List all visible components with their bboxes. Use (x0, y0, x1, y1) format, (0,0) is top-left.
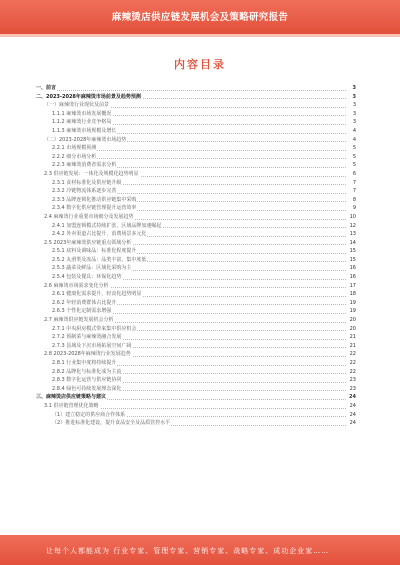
toc-entry[interactable] (36, 264, 356, 273)
toc-entry-text: 2.6.2 年轻消费群体占比提升 (52, 299, 117, 306)
toc-entry[interactable] (36, 316, 356, 325)
report-title: 麻辣烫店供应链发展机会及策略研究报告 (111, 12, 289, 23)
toc-entry-text: 2.5.2 丸滑类及冻品：品类丰富，集中度低 (52, 256, 147, 263)
toc-page-number: 21 (349, 342, 356, 349)
toc-page-number: 4 (352, 136, 356, 143)
toc-page-number: 5 (352, 145, 356, 152)
toc-entry[interactable] (36, 359, 356, 368)
toc-entry[interactable] (36, 118, 356, 127)
toc-entry-text: 2.6.3 个性化定制需求增强 (52, 308, 112, 315)
toc-page-number: 24 (349, 402, 356, 409)
toc-entry-text: 2.6.1 健康化需求提升，轻食化趋势明显 (52, 291, 142, 298)
toc-entry-text: 2.3.3 品牌连锁化推动供应链集中采购 (52, 196, 137, 203)
toc-entry[interactable] (36, 393, 356, 402)
toc-entry-text: 3.1 供应链管理优化策略 (44, 402, 99, 409)
toc-entry-text: 2.5.4 包装及餐具：环保化趋势 (52, 274, 122, 281)
toc-page-number: 10 (349, 213, 356, 220)
toc-page-number: 19 (349, 299, 356, 306)
toc-entry[interactable] (36, 239, 356, 248)
header-bar (0, 0, 400, 34)
toc-entry[interactable] (36, 84, 356, 93)
toc-entry[interactable] (36, 307, 356, 316)
toc-page-number: 21 (349, 334, 356, 341)
toc-page-number: 20 (349, 325, 356, 332)
toc-page-number: 16 (349, 265, 356, 272)
toc-page-number: 23 (349, 385, 356, 392)
toc-page-number: 5 (352, 153, 356, 160)
toc-entry[interactable] (36, 376, 356, 385)
toc-entry-text: 2.8.4 绿色可持续发展理念深化 (52, 385, 122, 392)
footer-bar (0, 535, 400, 565)
toc-page-number: 4 (352, 127, 356, 134)
toc-entry-text: （2）推进标准化建设，提升食品安全及品质管控水平 (52, 420, 171, 427)
toc-entry-text: 1.1.1 麻辣烫市场发展概况 (52, 110, 112, 117)
toc-page-number: 7 (352, 179, 356, 186)
toc-entry-text: 2.2.1 市场规模预测 (52, 145, 97, 152)
toc-entry[interactable] (36, 204, 356, 213)
toc-entry-text: 2.8.3 数字化运营与供应链协同 (52, 377, 122, 384)
toc-entry[interactable] (36, 196, 356, 205)
toc-entry[interactable] (36, 179, 356, 188)
toc-entry[interactable] (36, 230, 356, 239)
toc-entry[interactable] (36, 325, 356, 334)
toc-page-number: 3 (352, 110, 356, 117)
header-stripe (0, 34, 400, 37)
toc-entry[interactable] (36, 385, 356, 394)
toc-entry-text: （二）2023-2028年麻辣烫市场趋势 (44, 136, 127, 143)
toc-entry[interactable] (36, 213, 356, 222)
toc-page-number: 9 (352, 205, 356, 212)
toc-entry-text: 2.8 2023-2028年麻辣烫行业发展趋势 (44, 351, 131, 358)
toc-entry-text: 二、2023-2028年麻辣烫市场前景及趋势预测 (36, 93, 141, 100)
toc-entry[interactable] (36, 170, 356, 179)
toc-entry[interactable] (36, 222, 356, 231)
toc-page-number: 15 (349, 256, 356, 263)
toc-entry-text: 2.8.1 行业集中度将持续提升 (52, 360, 117, 366)
toc-page-number: 6 (352, 170, 356, 177)
toc-page-number: 14 (349, 239, 356, 246)
toc-page-number: 22 (349, 351, 356, 358)
toc-page-number: 19 (349, 308, 356, 315)
toc-entry-text: 2.4 麻辣烫行业重要市场细分及发展趋势 (44, 213, 134, 220)
toc-entry-text: 2.5 2023年麻辣烫供应链重点领域分析 (44, 239, 132, 246)
toc-page-number: 22 (349, 360, 356, 366)
footer-slogan: 让每个人都能成为 行业专家、管理专家、营销专家、战略专家、成功企业家…… (46, 547, 330, 555)
toc-entry[interactable] (36, 93, 356, 102)
toc-entry[interactable] (36, 402, 356, 411)
toc-page-number: 5 (352, 162, 356, 169)
toc-heading: 内容目录 (174, 58, 226, 71)
toc-page-number: 7 (352, 188, 356, 195)
toc-entry-text: 1.1.3 麻辣烫市场规模及增长 (52, 127, 117, 134)
toc-entry-text: 2.4.2 外卖渠道占比提升，消费场景多元化 (52, 231, 147, 238)
toc-entry-text: 2.7.2 预制菜与麻辣烫融合发展 (52, 334, 122, 341)
toc-entry-text: 2.3.4 数字化供应链管理提升运营效率 (52, 205, 137, 212)
toc-entry-text: 2.3 供应链发展：一体化及规模化趋势明显 (44, 170, 139, 177)
toc-page-number: 15 (349, 248, 356, 255)
toc-page-number: 24 (349, 420, 356, 427)
toc-entry[interactable] (36, 350, 356, 359)
toc-entry[interactable] (36, 333, 356, 342)
toc-page-number: 22 (349, 368, 356, 375)
toc-page-number: 17 (349, 282, 356, 289)
toc-entry-text: 2.2.3 麻辣烫消费者需求分析 (52, 162, 117, 169)
toc-entry-text: 2.6 麻辣烫市场需求变化分析 (44, 282, 109, 289)
toc-entry[interactable] (36, 247, 356, 256)
toc-entry[interactable] (36, 411, 356, 420)
toc-entry[interactable] (36, 368, 356, 377)
toc-entry-text: 2.3.2 冷链物流体系逐步完善 (52, 188, 117, 195)
toc-entry-text: 2.7 麻辣烫供应链发展机会分析 (44, 317, 114, 324)
toc-entry[interactable] (36, 144, 356, 153)
toc-entry[interactable] (36, 153, 356, 162)
table-of-contents (36, 84, 356, 428)
toc-entry[interactable] (36, 299, 356, 308)
toc-entry-text: 2.7.1 中央厨房模式带来集中供应机会 (52, 325, 137, 332)
toc-entry[interactable] (36, 110, 356, 119)
toc-page-number: 12 (349, 222, 356, 229)
toc-page-number: 8 (352, 196, 356, 203)
toc-entry[interactable] (36, 282, 356, 291)
toc-page-number: 3 (352, 119, 356, 126)
toc-entry[interactable] (36, 273, 356, 282)
toc-page-number: 24 (349, 411, 356, 418)
toc-page-number: 18 (349, 291, 356, 298)
toc-entry[interactable] (36, 161, 356, 170)
toc-page-number: 24 (349, 394, 356, 401)
toc-entry[interactable] (36, 136, 356, 145)
toc-entry[interactable] (36, 127, 356, 136)
toc-entry[interactable] (36, 256, 356, 265)
toc-entry[interactable] (36, 187, 356, 196)
toc-page-number: 3 (352, 93, 356, 100)
toc-entry-text: 2.5.1 底料及调味品：标准化程度提升 (52, 248, 137, 255)
toc-page-number: 3 (352, 102, 356, 109)
toc-entry-text: （一）麻辣烫行业现状及前景 (44, 102, 110, 109)
toc-entry-text: 2.8.2 品牌化与标准化成为主流 (52, 368, 122, 375)
toc-entry-text: 一、前言 (36, 85, 57, 91)
toc-page-number: 13 (349, 231, 356, 238)
toc-entry[interactable] (36, 342, 356, 351)
toc-entry-text: 2.4.1 加盟连锁模式持续扩张，区域品牌加速崛起 (52, 222, 162, 229)
toc-entry-text: 2.3.1 食材标准化及供应链升级 (52, 179, 122, 186)
toc-entry-text: 1.1.2 麻辣烫行业竞争格局 (52, 119, 112, 126)
toc-entry[interactable] (36, 290, 356, 299)
toc-entry-text: 三、麻辣烫店供应链策略与建议 (36, 394, 107, 401)
toc-entry[interactable] (36, 101, 356, 110)
toc-entry-text: 2.7.3 县域及下沉市场拓展空间广阔 (52, 342, 132, 349)
toc-page-number: 20 (349, 317, 356, 324)
toc-entry-text: 2.5.3 蔬菜及鲜品：区域化采购为主 (52, 265, 132, 272)
toc-entry[interactable] (36, 419, 356, 428)
toc-page-number: 16 (349, 274, 356, 281)
toc-entry-text: 2.2.2 细分市场分析 (52, 153, 97, 160)
toc-entry-text: （1）建立稳定的供应商合作体系 (52, 411, 126, 418)
toc-page-number: 3 (352, 85, 356, 91)
toc-page-number: 23 (349, 377, 356, 384)
